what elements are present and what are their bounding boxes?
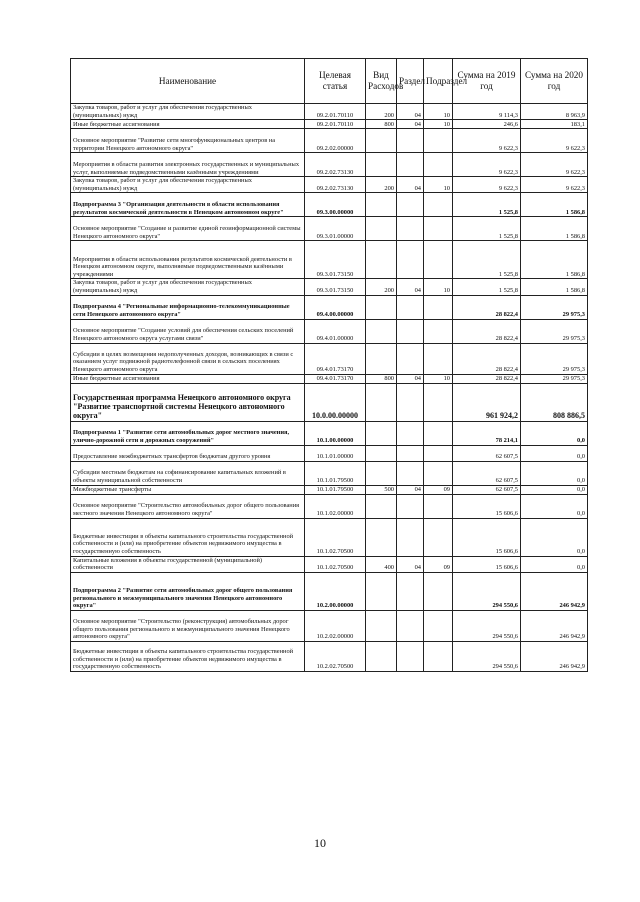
cell-name: Основное мероприятие "Создание и развитие единой геоинформационной системы Ненецкого автономного округа" — [71, 217, 305, 241]
cell-subsection — [424, 610, 453, 641]
cell-sum-2020: 183,1 — [521, 120, 588, 129]
cell-sum-2019: 1 525,8 — [453, 217, 521, 241]
cell-sum-2020: 29 975,3 — [521, 343, 588, 374]
header-sum-2020: Сумма на 2020 год — [521, 59, 588, 104]
cell-expense-type — [366, 494, 397, 518]
header-name: Наименование — [71, 59, 305, 104]
cell-target-article: 09.4.01.00000 — [305, 319, 366, 343]
cell-name: Подпрограмма 2 "Развитие сети автомобильных дорог общего пользования регионального и межмуниципального значения Ненецкого автономного округа" — [71, 572, 305, 610]
cell-subsection — [424, 129, 453, 153]
cell-subsection — [424, 641, 453, 671]
table-row — [71, 104, 588, 120]
cell-sum-2019: 62 607,5 — [453, 485, 521, 494]
table-row — [71, 217, 588, 241]
cell-target-article: 10.1.02.70500 — [305, 556, 366, 572]
cell-name: Подпрограмма 1 "Развитие сети автомобильных дорог местного значения, улично-дорожной сети и дорожных сооружений" — [71, 421, 305, 445]
table-row — [71, 518, 588, 556]
header-section: Раздел — [397, 59, 424, 104]
cell-target-article: 09.4.01.73170 — [305, 343, 366, 374]
cell-sum-2020: 0,0 — [521, 518, 588, 556]
cell-name: Предоставление межбюджетных трансфертов бюджетам другого уровня — [71, 445, 305, 461]
cell-name: Закупка товаров, работ и услуг для обеспечения государственных (муниципальных) нужд — [71, 279, 305, 295]
cell-target-article: 09.3.00.00000 — [305, 193, 366, 217]
cell-sum-2019: 294 550,6 — [453, 572, 521, 610]
cell-section — [397, 572, 424, 610]
cell-target-article: 09.4.00.00000 — [305, 295, 366, 319]
cell-sum-2020: 808 886,5 — [521, 383, 588, 421]
cell-expense-type: 800 — [366, 120, 397, 129]
cell-expense-type — [366, 610, 397, 641]
cell-sum-2020: 1 586,8 — [521, 217, 588, 241]
cell-name: Межбюджетные трансферты — [71, 485, 305, 494]
cell-subsection — [424, 217, 453, 241]
table-row — [71, 641, 588, 671]
table-row — [71, 556, 588, 572]
cell-section: 04 — [397, 279, 424, 295]
cell-sum-2020: 0,0 — [521, 556, 588, 572]
cell-section — [397, 518, 424, 556]
cell-section — [397, 461, 424, 485]
cell-sum-2019: 62 607,5 — [453, 445, 521, 461]
cell-subsection: 10 — [424, 104, 453, 120]
cell-sum-2019: 15 606,6 — [453, 518, 521, 556]
cell-section — [397, 641, 424, 671]
cell-sum-2020: 9 622,3 — [521, 129, 588, 153]
cell-subsection — [424, 445, 453, 461]
cell-subsection — [424, 319, 453, 343]
cell-name: Основное мероприятие "Развитие сети многофункциональных центров на территории Ненецкого автономного округа" — [71, 129, 305, 153]
cell-sum-2019: 961 924,2 — [453, 383, 521, 421]
header-sum-2019: Сумма на 2019 год — [453, 59, 521, 104]
cell-section — [397, 445, 424, 461]
table-row — [71, 241, 588, 279]
cell-sum-2020: 29 975,3 — [521, 295, 588, 319]
cell-target-article: 10.1.02.70500 — [305, 518, 366, 556]
cell-sum-2020: 1 586,8 — [521, 193, 588, 217]
cell-section — [397, 343, 424, 374]
cell-target-article: 09.3.01.00000 — [305, 217, 366, 241]
table-row — [71, 461, 588, 485]
cell-name: Основное мероприятие "Строительство автомобильных дорог общего пользования местного значения Ненецкого автономного округа" — [71, 494, 305, 518]
cell-expense-type: 500 — [366, 485, 397, 494]
table-body — [71, 104, 588, 672]
cell-sum-2019: 9 622,3 — [453, 129, 521, 153]
cell-target-article: 10.1.00.00000 — [305, 421, 366, 445]
cell-name: Субсидии в целях возмещения недополученных доходов, возникающих в связи с оказанием услуг подвижной радиотелефонной связи в сельских поселениях Ненецкого автономного округа — [71, 343, 305, 374]
cell-sum-2020: 1 586,8 — [521, 241, 588, 279]
cell-target-article: 10.2.02.00000 — [305, 610, 366, 641]
cell-subsection: 10 — [424, 177, 453, 193]
cell-sum-2020: 9 622,3 — [521, 153, 588, 177]
budget-table — [70, 58, 588, 672]
cell-sum-2020: 29 975,3 — [521, 319, 588, 343]
cell-target-article: 09.2.02.73130 — [305, 177, 366, 193]
cell-sum-2019: 78 214,1 — [453, 421, 521, 445]
cell-sum-2019: 1 525,8 — [453, 279, 521, 295]
cell-name: Иные бюджетные ассигнования — [71, 120, 305, 129]
cell-subsection — [424, 295, 453, 319]
cell-sum-2019: 15 606,6 — [453, 556, 521, 572]
cell-sum-2019: 1 525,8 — [453, 193, 521, 217]
cell-name: Иные бюджетные ассигнования — [71, 374, 305, 383]
cell-subsection — [424, 343, 453, 374]
cell-sum-2019: 294 550,6 — [453, 610, 521, 641]
cell-sum-2019: 28 822,4 — [453, 374, 521, 383]
table-row — [71, 295, 588, 319]
cell-expense-type — [366, 641, 397, 671]
table-row — [71, 610, 588, 641]
cell-target-article: 10.1.01.79500 — [305, 485, 366, 494]
cell-name: Основное мероприятие "Строительство (реконструкция) автомобильных дорог общего пользования регионального и межмуниципального значения Ненецкого автономного округа" — [71, 610, 305, 641]
cell-target-article: 09.3.01.73150 — [305, 241, 366, 279]
header-expense-type: Вид Расходов — [366, 59, 397, 104]
cell-subsection — [424, 153, 453, 177]
cell-expense-type — [366, 217, 397, 241]
cell-subsection — [424, 383, 453, 421]
cell-name: Подпрограмма 4 "Региональные информационно-телекоммуникационные сети Ненецкого автономного округа" — [71, 295, 305, 319]
cell-target-article: 10.2.00.00000 — [305, 572, 366, 610]
cell-expense-type — [366, 343, 397, 374]
cell-sum-2020: 1 586,8 — [521, 279, 588, 295]
cell-section — [397, 129, 424, 153]
cell-sum-2020: 8 963,9 — [521, 104, 588, 120]
cell-target-article: 09.2.01.70110 — [305, 104, 366, 120]
cell-expense-type: 400 — [366, 556, 397, 572]
cell-expense-type — [366, 129, 397, 153]
header-target-article: Целевая статья — [305, 59, 366, 104]
table-row — [71, 445, 588, 461]
cell-expense-type — [366, 241, 397, 279]
cell-expense-type — [366, 445, 397, 461]
cell-sum-2020: 246 942,9 — [521, 610, 588, 641]
cell-sum-2019: 28 822,4 — [453, 295, 521, 319]
cell-name: Субсидии местным бюджетам на софинансирование капитальных вложений в объекты муниципальной собственности — [71, 461, 305, 485]
cell-sum-2019: 9 622,3 — [453, 177, 521, 193]
cell-sum-2020: 0,0 — [521, 421, 588, 445]
table-row — [71, 421, 588, 445]
cell-sum-2020: 0,0 — [521, 485, 588, 494]
header-subsection: Подраздел — [424, 59, 453, 104]
cell-name: Закупка товаров, работ и услуг для обеспечения государственных (муниципальных) нужд — [71, 104, 305, 120]
cell-name: Мероприятия в области развития электронных государственных и муниципальных услуг, выполняемые подведомственными казёнными учреждениями — [71, 153, 305, 177]
cell-subsection: 09 — [424, 556, 453, 572]
cell-section — [397, 153, 424, 177]
cell-subsection — [424, 494, 453, 518]
cell-target-article: 09.2.02.73130 — [305, 153, 366, 177]
table-row — [71, 572, 588, 610]
table-row — [71, 153, 588, 177]
cell-expense-type: 200 — [366, 104, 397, 120]
cell-section: 04 — [397, 177, 424, 193]
table-row — [71, 279, 588, 295]
table-row — [71, 494, 588, 518]
cell-sum-2019: 28 822,4 — [453, 319, 521, 343]
cell-sum-2020: 0,0 — [521, 494, 588, 518]
cell-expense-type — [366, 383, 397, 421]
cell-subsection — [424, 421, 453, 445]
cell-name: Государственная программа Ненецкого автономного округа "Развитие транспортной системы Ненецкого автономного округа" — [71, 383, 305, 421]
cell-section — [397, 610, 424, 641]
cell-expense-type — [366, 153, 397, 177]
cell-target-article: 09.2.02.00000 — [305, 129, 366, 153]
table-row — [71, 319, 588, 343]
cell-subsection: 10 — [424, 374, 453, 383]
cell-subsection — [424, 572, 453, 610]
table-row — [71, 129, 588, 153]
cell-section: 04 — [397, 120, 424, 129]
table-row — [71, 177, 588, 193]
table-header-row — [71, 59, 588, 104]
cell-expense-type: 800 — [366, 374, 397, 383]
cell-sum-2019: 294 550,6 — [453, 641, 521, 671]
cell-subsection: 10 — [424, 279, 453, 295]
cell-expense-type: 200 — [366, 177, 397, 193]
cell-expense-type — [366, 193, 397, 217]
cell-subsection — [424, 193, 453, 217]
cell-sum-2020: 29 975,3 — [521, 374, 588, 383]
cell-subsection — [424, 241, 453, 279]
cell-subsection — [424, 518, 453, 556]
cell-section — [397, 193, 424, 217]
cell-expense-type — [366, 572, 397, 610]
page-number: 10 — [314, 836, 326, 850]
table-row — [71, 120, 588, 129]
cell-sum-2019: 9 622,3 — [453, 153, 521, 177]
cell-name: Бюджетные инвестиции в объекты капитального строительства государственной собственности и (или) на приобретение объектов недвижимого имущества в государственную собственность — [71, 641, 305, 671]
cell-name: Капитальные вложения в объекты государственной (муниципальной) собственности — [71, 556, 305, 572]
cell-target-article: 09.2.01.70110 — [305, 120, 366, 129]
cell-sum-2019: 9 114,3 — [453, 104, 521, 120]
cell-sum-2019: 62 607,5 — [453, 461, 521, 485]
cell-expense-type: 200 — [366, 279, 397, 295]
cell-sum-2020: 0,0 — [521, 445, 588, 461]
cell-sum-2019: 28 822,4 — [453, 343, 521, 374]
cell-name: Бюджетные инвестиции в объекты капитального строительства государственной собственности и (или) на приобретение объектов недвижимого имущества в государственную собственность — [71, 518, 305, 556]
cell-target-article: 10.1.02.00000 — [305, 494, 366, 518]
cell-expense-type — [366, 295, 397, 319]
cell-section — [397, 421, 424, 445]
cell-sum-2020: 246 942,9 — [521, 641, 588, 671]
cell-sum-2020: 9 622,3 — [521, 177, 588, 193]
cell-section — [397, 319, 424, 343]
cell-target-article: 10.2.02.70500 — [305, 641, 366, 671]
table-row — [71, 485, 588, 494]
cell-sum-2019: 1 525,8 — [453, 241, 521, 279]
cell-expense-type — [366, 461, 397, 485]
table-row — [71, 193, 588, 217]
cell-subsection: 10 — [424, 120, 453, 129]
cell-target-article: 10.0.00.00000 — [305, 383, 366, 421]
cell-section — [397, 295, 424, 319]
cell-target-article: 09.3.01.73150 — [305, 279, 366, 295]
cell-subsection — [424, 461, 453, 485]
cell-subsection: 09 — [424, 485, 453, 494]
cell-sum-2020: 246 942,9 — [521, 572, 588, 610]
cell-section — [397, 217, 424, 241]
cell-name: Основное мероприятие "Создание условий для обеспечения сельских поселений Ненецкого автономного округа услугами связи" — [71, 319, 305, 343]
cell-section — [397, 383, 424, 421]
cell-target-article: 09.4.01.73170 — [305, 374, 366, 383]
cell-expense-type — [366, 319, 397, 343]
cell-name: Закупка товаров, работ и услуг для обеспечения государственных (муниципальных) нужд — [71, 177, 305, 193]
cell-section — [397, 494, 424, 518]
cell-expense-type — [366, 518, 397, 556]
cell-section: 04 — [397, 374, 424, 383]
cell-name: Мероприятия в области использования результатов космической деятельности в Ненецком автономном округе, выполняемые подведомственными казёнными учреждениями — [71, 241, 305, 279]
cell-section: 04 — [397, 556, 424, 572]
cell-sum-2020: 0,0 — [521, 461, 588, 485]
cell-target-article: 10.1.01.00000 — [305, 445, 366, 461]
cell-expense-type — [366, 421, 397, 445]
cell-section: 04 — [397, 485, 424, 494]
cell-target-article: 10.1.01.79500 — [305, 461, 366, 485]
cell-sum-2019: 246,6 — [453, 120, 521, 129]
table-row — [71, 374, 588, 383]
cell-section — [397, 241, 424, 279]
cell-name: Подпрограмма 3 "Организация деятельности в области использования результатов космической деятельности в Ненецком автономном округе" — [71, 193, 305, 217]
table-row — [71, 383, 588, 421]
cell-sum-2019: 15 606,6 — [453, 494, 521, 518]
table-row — [71, 343, 588, 374]
cell-section: 04 — [397, 104, 424, 120]
